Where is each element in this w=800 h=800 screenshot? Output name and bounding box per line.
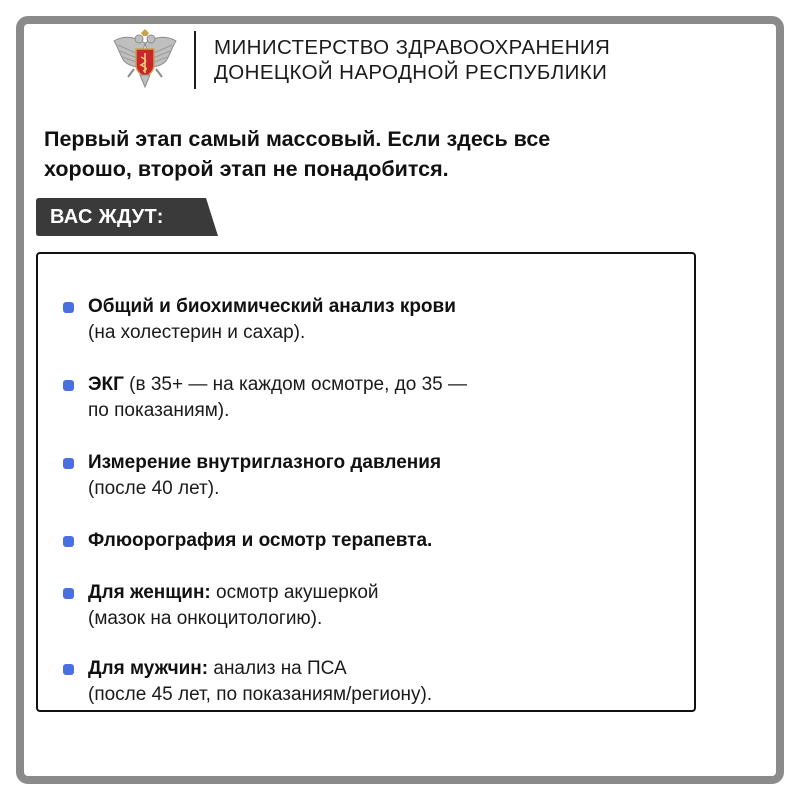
item-bold-text: ЭКГ [88,374,124,395]
item-bold-text: Для мужчин: [88,658,209,679]
ministry-line-2: ДОНЕЦКОЙ НАРОДНОЙ РЕСПУБЛИКИ [214,61,608,84]
section-badge [36,198,218,236]
lead-line-2: хорошо, второй этап не понадобится. [44,157,449,181]
bullet-square-icon [63,302,74,313]
list-item [88,656,688,708]
item-detail: (мазок на онкоцитологию). [88,608,323,629]
item-bold-text: Флюорография и осмотр терапевта. [88,530,433,551]
ministry-line-1: МИНИСТЕРСТВО ЗДРАВООХРАНЕНИЯ [214,36,611,59]
item-bold-text: Измерение внутриглазного давления [88,452,442,473]
item-detail: (после 40 лет). [88,478,220,499]
bullet-square-icon [63,664,74,675]
list-item [88,372,688,424]
list-item [88,580,688,632]
list-item [88,528,688,554]
item-text: анализ на ПСА [208,658,347,679]
bullet-square-icon [63,536,74,547]
ministry-header [108,28,610,92]
checkup-list [36,252,696,712]
coat-of-arms-icon [108,28,182,92]
item-bold-text: Общий и биохимический анализ крови [88,296,456,317]
header-divider [194,31,196,89]
list-item [88,450,688,502]
list-item [88,294,688,346]
item-text: осмотр акушеркой [210,582,379,603]
badge-label: ВАС ЖДУТ: [50,206,164,228]
ministry-name [214,35,610,85]
bullet-square-icon [63,380,74,391]
bullet-square-icon [63,458,74,469]
item-detail: (на холестерин и сахар). [88,322,306,343]
item-text: (в 35+ — на каждом осмотре, до 35 — [123,374,468,395]
bullet-square-icon [63,588,74,599]
item-detail: по показаниям). [88,400,230,421]
item-detail: (после 45 лет, по показаниям/региону). [88,684,433,705]
item-bold-text: Для женщин: [88,582,211,603]
lead-text [44,124,704,184]
lead-line-1: Первый этап самый массовый. Если здесь все [44,127,551,151]
